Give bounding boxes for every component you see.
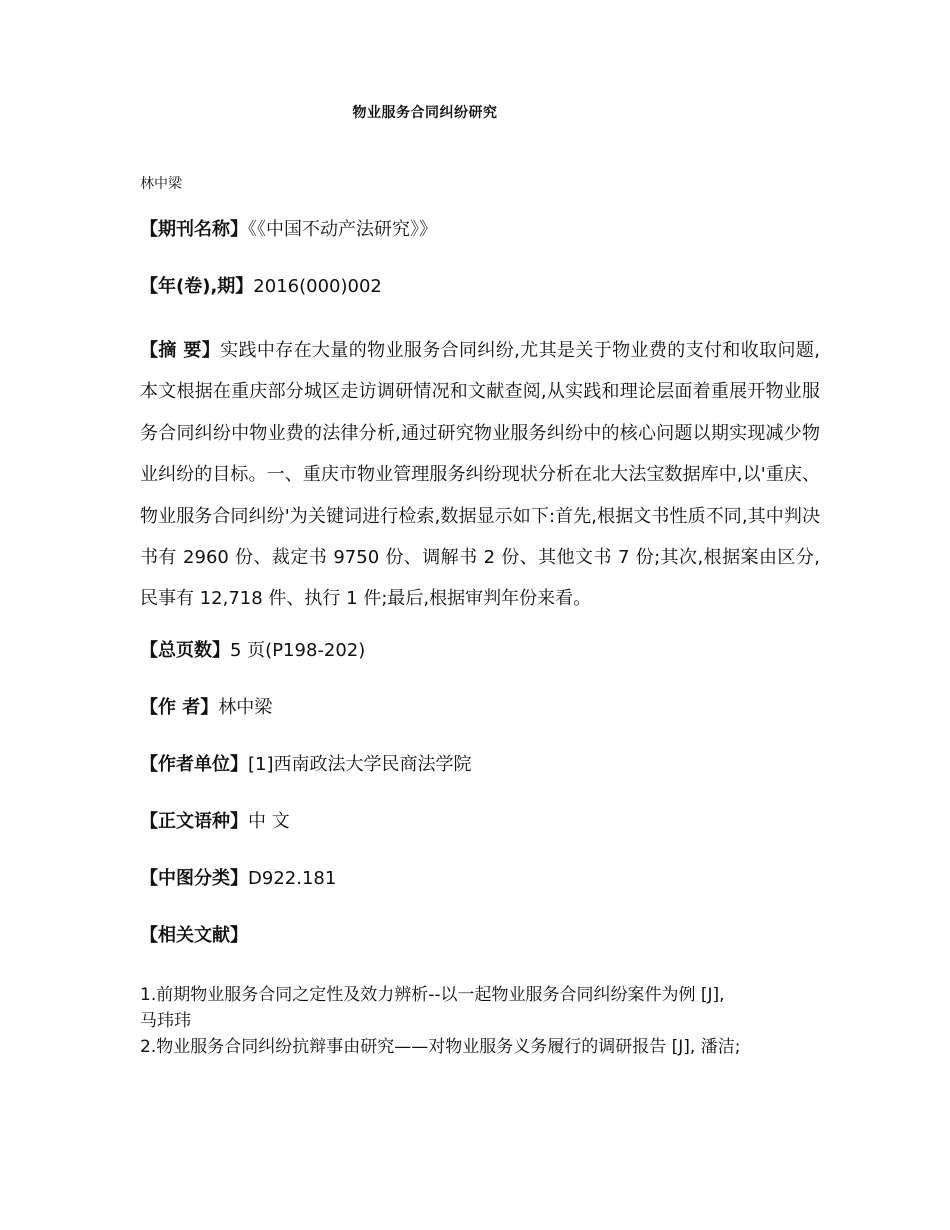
journal-label: 【期刊名称】 [140, 219, 248, 240]
pages-label: 【总页数】 [140, 640, 230, 661]
related-label: 【相关文献】 [140, 925, 248, 946]
related-item[interactable] [140, 982, 820, 1034]
related-item[interactable] [140, 1034, 820, 1060]
pages-field [140, 637, 820, 665]
issue-field [140, 273, 820, 301]
affiliation-label: 【作者单位】 [140, 754, 248, 775]
authors-field [140, 694, 820, 722]
classification-value: D922.181 [248, 868, 337, 889]
language-field [140, 808, 820, 836]
affiliation-field [140, 751, 820, 779]
related-item-text[interactable]: 2.物业服务合同纠纷抗辩事由研究——对物业服务义务履行的调研报告 [J], 潘洁; [140, 1037, 741, 1057]
classification-field [140, 865, 820, 893]
issue-value: 2016(000)002 [253, 276, 382, 297]
related-heading [140, 922, 820, 950]
abstract-field [140, 330, 820, 620]
affiliation-value: [1]西南政法大学民商法学院 [248, 754, 472, 775]
document-title: 物业服务合同纠纷研究 [352, 105, 498, 121]
journal-field [140, 216, 820, 244]
pages-value: 5 页(P198-202) [230, 640, 366, 661]
journal-value: 《《中国不动产法研究》》 [248, 219, 437, 240]
authors-value: 林中梁 [218, 697, 273, 718]
language-label: 【正文语种】 [140, 811, 248, 832]
related-item-text[interactable]: 1.前期物业服务合同之定性及效力辨析--以一起物业服务合同纠纷案件为例 [J], [140, 985, 725, 1005]
abstract-value: 实践中存在大量的物业服务合同纠纷,尤其是关于物业费的支付和收取问题,本文根据在重庆部分城区走访调研情况和文献查阅,从实践和理论层面着重展开物业服务合同纠纷中物业费的法律分析,通过研究物业服务纠纷中的核心问题以期实现减少物业纠纷的目标。一、重庆市物业管理服务纠纷现状分析在北大法宝数据库中,以'重庆、物业服务合同纠纷'为关键词进行检索,数据显示如下:首先,根据文书性质不同,其中判决书有 2960 份、裁定书 9750 份、调解书 2 份、其他文书 7 份;其次,根据案由区分,民事有 12,718 件、执行 1 件;最后,根据审判年份来看。 [140, 340, 820, 610]
related-item-author: 马玮玮 [140, 1011, 191, 1031]
language-value: 中 文 [248, 811, 290, 832]
related-list [140, 982, 820, 1060]
author-line: 林中梁 [140, 176, 182, 192]
authors-label: 【作 者】 [140, 697, 219, 718]
abstract-label: 【摘 要】 [140, 340, 221, 361]
issue-label: 【年(卷),期】 [140, 276, 254, 297]
classification-label: 【中图分类】 [140, 868, 248, 889]
